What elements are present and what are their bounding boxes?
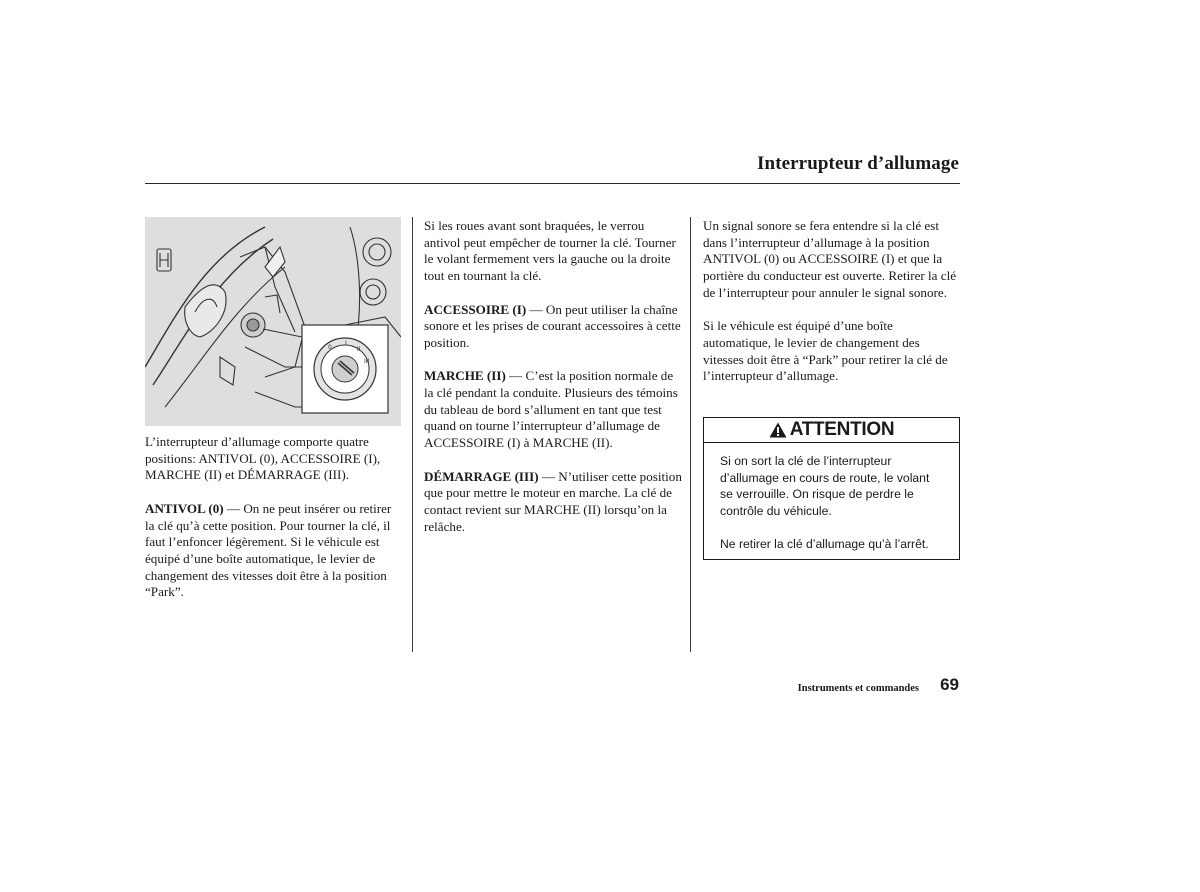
attention-text-1: Si on sort la clé de l’interrupteur d’allumage en cours de route, le volant se verrouille. On risque de perdre le contrôle du véhicule. — [720, 454, 930, 518]
marche-paragraph — [424, 368, 682, 452]
warning-triangle-icon — [769, 422, 787, 438]
column-divider-1 — [412, 217, 413, 652]
column-middle — [424, 218, 682, 552]
demarrage-term: DÉMARRAGE (III) — [424, 468, 539, 484]
svg-text:0: 0 — [328, 344, 332, 351]
marche-text: C’est la position normale de la clé pendant la conduite. Plusieurs des témoins du tableau de bord s’allument en tant que test quand on tourne l’interrupteur d’allumage de ACCESSOIRE (I) à MARCHE (II). — [424, 368, 678, 451]
marche-term: MARCHE (II) — [424, 368, 506, 384]
key-reminder-paragraph: Un signal sonore se fera entendre si la clé est dans l’interrupteur d’allumage à la position ANTIVOL (0) ou ACCESSOIRE (I) et que la portière du conducteur est ouverte. Retirer la clé de l’interrupteur pour annuler le signal sonore. — [703, 218, 957, 300]
park-paragraph: Si le véhicule est équipé d’une boîte automatique, le levier de changement des vitesses doit être à “Park” pour retirer la clé de l’interrupteur d’allumage. — [703, 318, 948, 384]
em-dash: — — [226, 500, 241, 516]
column-divider-2 — [690, 217, 691, 652]
antivol-text: On ne peut insérer ou retirer la clé qu’à cette position. Pour tourner la clé, il faut l’enfoncer légèrement. Si le véhicule est équipé d’une boîte automatique, le levier de changement des vitesses doit être à la position “Park”. — [145, 500, 392, 600]
title-rule — [145, 183, 960, 184]
em-dash: — — [541, 468, 555, 484]
ignition-switch-illustration — [145, 217, 401, 426]
attention-title: ATTENTION — [789, 419, 895, 440]
section-label: Instruments et commandes — [797, 683, 919, 694]
page-title: Interrupteur d’allumage — [757, 153, 959, 174]
intro-paragraph: L’interrupteur d’allumage comporte quatre positions: ANTIVOL (0), ACCESSOIRE (I), MARCHE (II) et DÉMARRAGE (III). — [145, 434, 381, 483]
svg-text:III: III — [364, 358, 370, 365]
antivol-term: ANTIVOL (0) — [145, 500, 224, 516]
accessoire-text: On peut utiliser la chaîne sonore et les prises de courant accessoires à cette position. — [424, 301, 681, 350]
demarrage-paragraph — [424, 469, 682, 536]
accessoire-term: ACCESSOIRE (I) — [424, 301, 527, 317]
column-right — [703, 218, 961, 402]
steering-lock-paragraph: Si les roues avant sont braquées, le verrou antivol peut empêcher de tourner la clé. Tourner le volant fermement vers la gauche ou la droite tout en tournant la clé. — [424, 218, 676, 284]
ignition-illustration-drawing — [145, 217, 401, 426]
svg-text:I: I — [345, 340, 347, 347]
attention-body — [704, 443, 959, 553]
attention-box — [703, 417, 960, 560]
antivol-paragraph — [145, 501, 403, 601]
column-left — [145, 434, 403, 618]
demarrage-text: N’utiliser cette position que pour mettre le moteur en marche. La clé de contact revient sur MARCHE (II) lorsqu’on la relâche. — [424, 468, 682, 534]
em-dash: — — [509, 368, 523, 384]
page-number: 69 — [940, 675, 959, 694]
em-dash: — — [529, 301, 543, 317]
attention-text-2: Ne retirer la clé d’allumage qu’à l’arrêt. — [720, 536, 929, 551]
attention-header — [704, 418, 959, 443]
accessoire-paragraph — [424, 302, 682, 352]
svg-text:II: II — [357, 346, 361, 353]
